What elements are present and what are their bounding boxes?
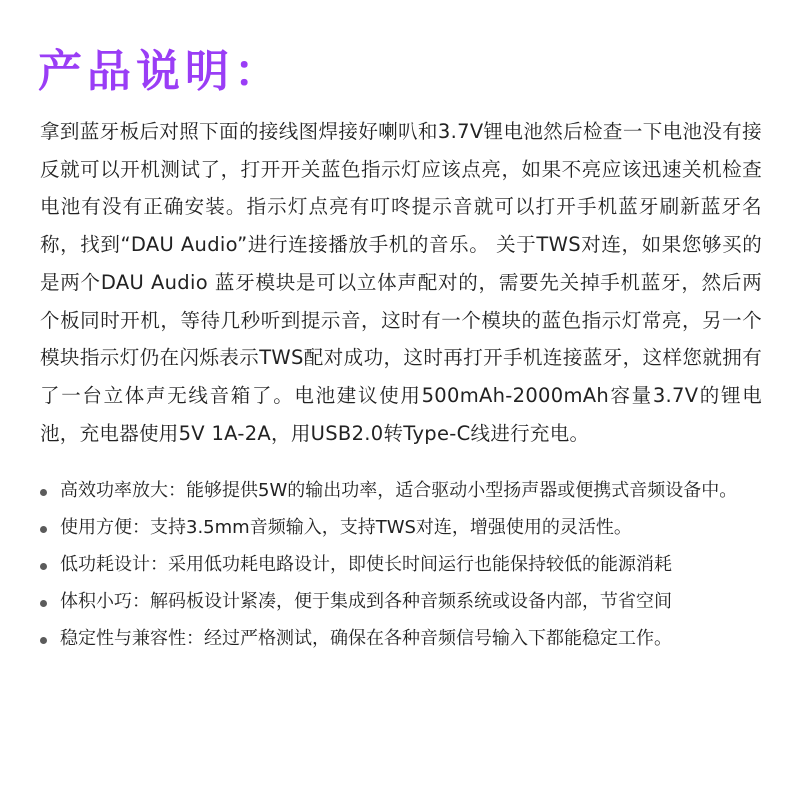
bullet-icon [40,489,47,496]
intro-paragraph: 拿到蓝牙板后对照下面的接线图焊接好喇叭和3.7V锂电池然后检查一下电池没有接反就可以开机测试了，打开开关蓝色指示灯应该点亮，如果不亮应该迅速关机检查电池有没有正确安装。指示灯点亮有叮咚提示音就可以打开手机蓝牙刷新蓝牙名称，找到“DAU Audio”进行连接播放手机的音乐。 关于TWS对连，如果您够买的是两个DAU Audio 蓝牙模块是可以立体声配对的，需要先关掉手机蓝牙，然后两个板同时开机，等待几秒听到提示音，这时有一个模块的蓝色指示灯常亮，另一个模块指示灯仍在闪烁表示TWS配对成功，这时再打开手机连接蓝牙，这样您就拥有了一台立体声无线音箱了。电池建议使用500mAh-2000mAh容量3.7V的锂电池，充电器使用5V 1A-2A，用USB2.0转Type-C线进行充电。 [40,120,762,445]
bullet-icon [40,637,47,644]
feature-item-power [40,477,762,506]
page-title: 产品说明： [38,46,283,97]
feature-item-compact [40,588,762,617]
feature-text: 稳定性与兼容性：经过严格测试，确保在各种音频信号输入下都能稳定工作。 [60,628,672,649]
bullet-icon [40,526,47,533]
feature-text: 高效功率放大：能够提供5W的输出功率，适合驱动小型扬声器或便携式音频设备中。 [60,480,738,501]
feature-text: 使用方便：支持3.5mm音频输入，支持TWS对连，增强使用的灵活性。 [60,517,632,538]
feature-text: 低功耗设计：采用低功耗电路设计，即使长时间运行也能保持较低的能源消耗 [60,554,672,575]
bullet-icon [40,563,47,570]
feature-list [40,477,762,662]
feature-item-convenience [40,514,762,543]
feature-item-low-power [40,551,762,580]
feature-item-stability [40,625,762,654]
feature-text: 体积小巧：解码板设计紧凑，便于集成到各种音频系统或设备内部，节省空间 [60,591,672,612]
bullet-icon [40,600,47,607]
